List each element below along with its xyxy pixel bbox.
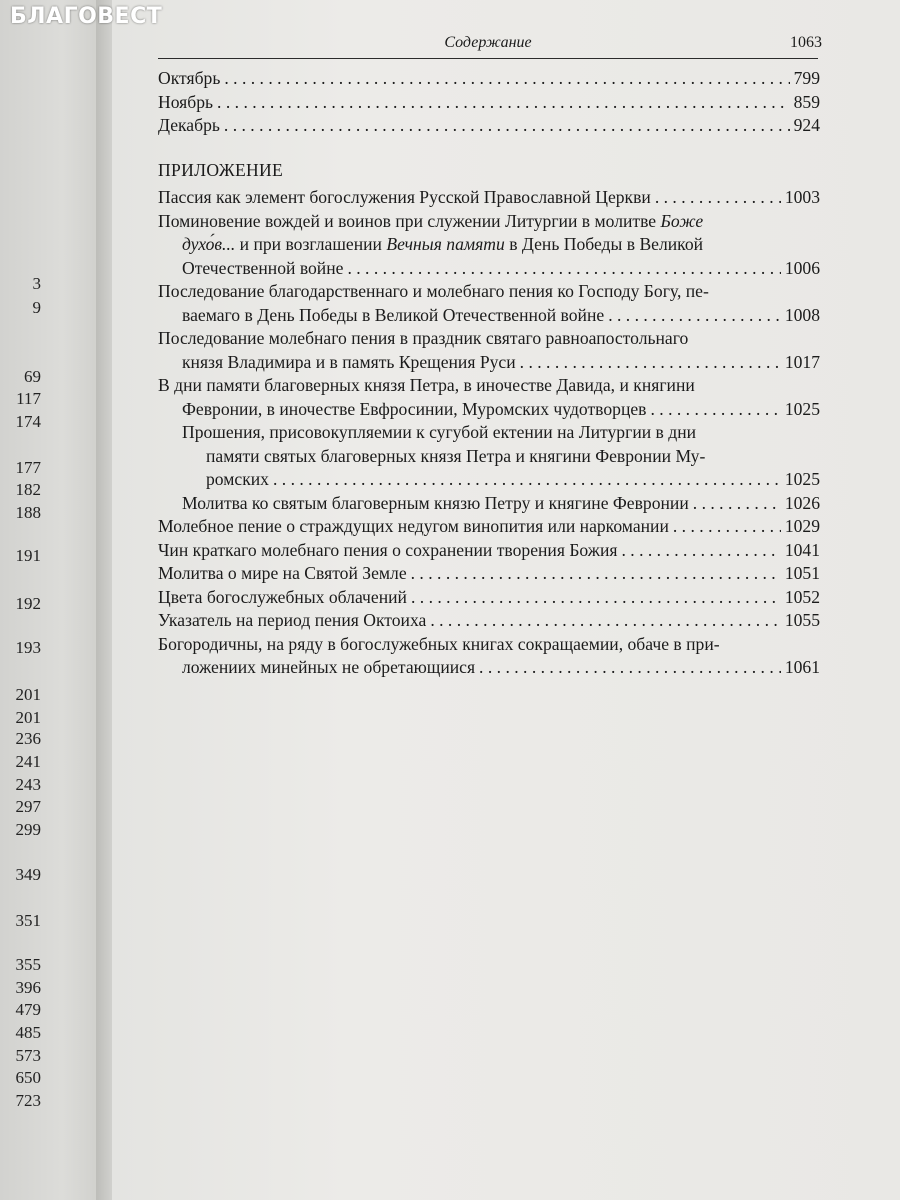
left-page-number: 174 [15,412,41,431]
toc-entry-page: 1017 [784,351,820,372]
left-page-number: 201 [15,708,41,727]
dot-leader [273,468,781,492]
left-page-number: 355 [15,955,41,974]
toc-entry [158,327,820,374]
toc-entry-label: Молитва о мире на Святой Земле [158,563,407,583]
left-page-number: 299 [15,820,41,839]
dot-leader [479,656,781,680]
toc-entry-label: ваемаго в День Победы в Великой Отечественной войне [182,304,605,325]
toc-text-italic: духо́в... [182,234,236,254]
toc-entry-label: В дни памяти благоверных князя Петра, в иночестве Давида, и княгини [158,375,695,395]
toc-entry-label: ромских [206,469,269,489]
toc-entry-label: памяти святых благоверных князя Петра и княгини Февронии Му- [206,445,706,466]
left-page-number: 188 [15,503,41,522]
left-page-number: 117 [16,389,41,408]
toc-entry-label: Ноябрь [158,91,214,112]
left-page-number: 191 [15,546,41,565]
left-page-numbers [0,0,41,1200]
dot-leader [693,492,781,516]
running-header [158,32,822,59]
toc-entry-page: 1008 [784,304,820,325]
toc-entry-label: Пассия как элемент богослужения Русской Православной Церкви [158,187,651,207]
toc-entry-label: Молебное пение о страждущих недугом винопития или наркомании [158,516,669,536]
toc-entry [158,609,820,633]
page-number: 1063 [790,34,822,51]
dot-leader [411,562,781,586]
toc-entry-label: Октябрь [158,68,221,88]
toc-entry-label: Указатель на период пения Октоиха [158,610,427,630]
toc-entry-page: 1051 [784,563,820,583]
dot-leader [217,91,790,115]
dot-leader [673,515,781,539]
left-page-number: 9 [32,298,41,317]
toc-text-italic: Вечныя памяти [386,234,505,254]
left-page-number: 650 [15,1068,41,1087]
left-page-number: 177 [15,458,41,477]
left-page-number: 396 [15,978,41,997]
toc-entry-label: Февронии, в иночестве Евфросинии, Муромских чудотворцев [182,398,647,419]
dot-leader [621,539,780,563]
toc-entry-label: Молитва ко святым благоверным князю Петру и княгине Февронии [182,492,689,513]
toc-entry [158,280,820,327]
toc-entry-label: Чин краткаго молебнаго пения о сохранении творения Божия [158,539,618,560]
left-page-number: 241 [15,752,41,771]
left-page-number: 349 [15,865,41,884]
toc-entry-november [158,91,820,115]
left-page-number: 193 [15,638,41,657]
toc-entry-page: 1029 [784,516,820,536]
left-page-number: 351 [15,911,41,930]
toc-entry-label: Прошения, присовокупляемии к сугубой ектении на Литургии в дни [182,422,697,442]
running-header-title: Содержание [444,34,532,51]
left-page-number: 236 [15,729,41,748]
toc-entry-label: Последование благодарственнаго и молебнаго пения ко Господу Богу, пе- [158,281,709,301]
toc-entry-page: 859 [793,91,820,112]
toc-entry-page: 1061 [784,657,820,677]
left-page [0,0,104,1200]
toc-entry-page: 1052 [784,586,820,607]
left-page-number: 3 [32,274,41,293]
toc-entry [158,586,820,610]
table-of-contents [158,67,820,680]
toc-subentry [158,421,820,492]
toc-entry [158,539,820,563]
dot-leader [520,351,781,375]
toc-text: и при возглашении [235,234,387,254]
left-page-number: 297 [15,797,41,816]
toc-entry-label [158,210,703,234]
left-page-number: 573 [15,1046,41,1065]
toc-subentry [158,492,820,516]
left-page-number: 243 [15,775,41,794]
dot-leader [650,398,780,422]
dot-leader [430,609,781,633]
toc-entry-label: Цвета богослужебных облачений [158,586,407,607]
left-page-number: 485 [15,1023,41,1042]
toc-entry [158,562,820,586]
toc-entry-page: 1025 [784,398,820,419]
toc-entry-page: 799 [793,68,820,88]
toc-entry [158,515,820,539]
toc-entry-october [158,67,820,91]
toc-entry [158,210,820,281]
dot-leader [655,186,781,210]
toc-entry-label [182,233,703,257]
toc-entry-page: 1003 [784,187,820,207]
dot-leader [224,114,790,138]
toc-entry-page: 1006 [784,257,820,278]
toc-entry [158,374,820,421]
dot-leader [411,586,781,610]
toc-entry-page: 1026 [784,492,820,513]
watermark-logo: БЛАГОВЕСТ [10,4,163,29]
left-page-number: 723 [15,1091,41,1110]
toc-text: в День Победы в Великой [504,234,704,254]
toc-entry [158,633,820,680]
toc-entry-label: князя Владимира и в память Крещения Руси [182,351,516,372]
toc-entry-page: 1025 [784,469,820,489]
left-page-number: 192 [15,594,41,613]
left-page-number: 201 [15,685,41,704]
toc-entry-label: Декабрь [158,115,220,135]
toc-text-italic: Боже [660,210,704,231]
toc-entry-page: 1055 [784,610,820,630]
toc-entry-label: Отечественной войне [182,257,344,278]
toc-entry-page: 1041 [784,539,820,560]
toc-entry-page: 924 [793,115,820,135]
dot-leader [608,304,781,328]
section-title: ПРИЛОЖЕНИЕ [158,159,284,180]
toc-entry [158,186,820,210]
toc-text: Поминовение вождей и воинов при служении Литургии в молитве [158,210,661,231]
dot-leader [224,67,789,91]
left-page-number: 69 [24,367,41,386]
left-page-number: 479 [15,1000,41,1019]
left-page-number: 182 [15,480,41,499]
toc-entry-december [158,114,820,138]
toc-entry-label: Богородичны, на ряду в богослужебных книгах сокращаемии, обаче в при- [158,633,720,654]
toc-entry-label: ложениих минейных не обретающиися [182,657,476,677]
toc-entry-label: Последование молебнаго пения в праздник святаго равноапостольнаго [158,328,689,348]
dot-leader [347,257,780,281]
